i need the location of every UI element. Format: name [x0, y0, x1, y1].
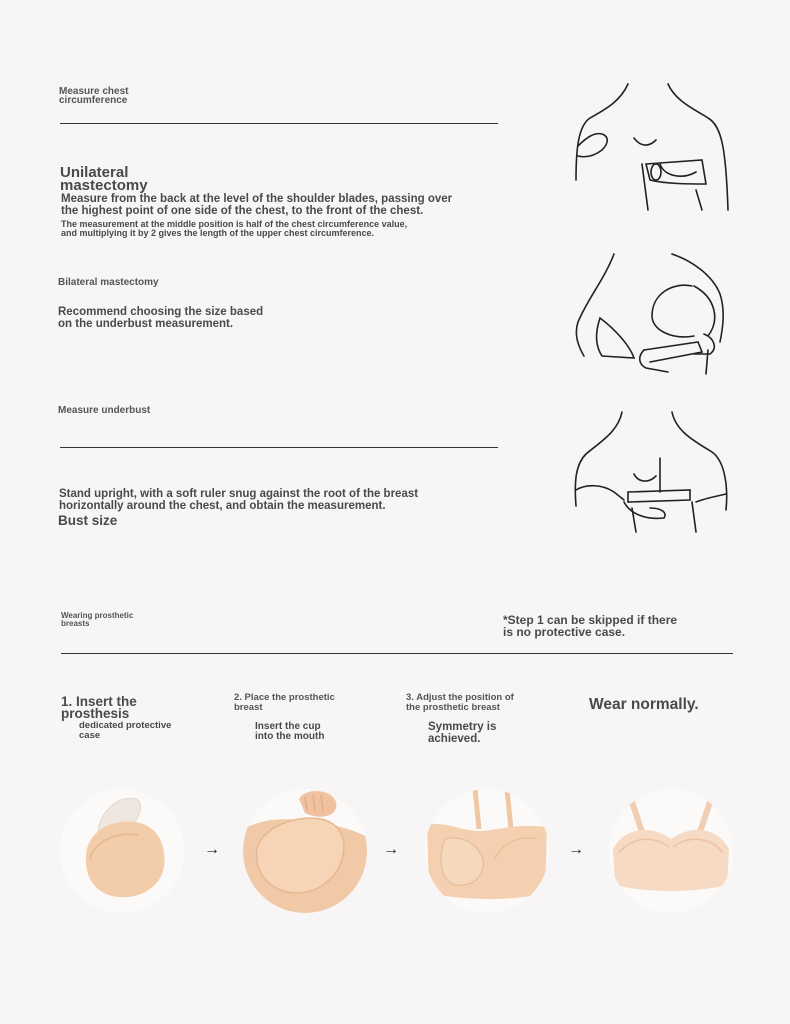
- step4-title: Wear normally.: [589, 696, 699, 713]
- step2-sub: Insert the cup into the mouth: [255, 721, 325, 742]
- bilateral-title: Bilateral mastectomy: [58, 277, 159, 288]
- arrow-icon: →: [204, 841, 220, 858]
- bilateral-illustration: [574, 250, 734, 376]
- underbust-heading: Measure underbust: [58, 405, 151, 416]
- unilateral-title: Unilateral mastectomy: [60, 164, 148, 194]
- step2-image: [243, 789, 367, 913]
- underbust-body: Stand upright, with a soft ruler snug against the root of the breast horizontally around the chest, and obtain the measurement.: [59, 488, 419, 513]
- bilateral-body: Recommend choosing the size based on the underbust measurement.: [58, 306, 264, 331]
- divider-wearing: [61, 653, 733, 654]
- step1-image: [60, 789, 184, 913]
- unilateral-body: Measure from the back at the level of the shoulder blades, passing over the highest point of one side of the chest, to the front of the chest.: [61, 193, 453, 218]
- step1-title: 1. Insert the prosthesis: [61, 694, 137, 722]
- divider-chest: [60, 123, 498, 124]
- step2-title: 2. Place the prosthetic breast: [234, 692, 335, 713]
- step4-image: [609, 789, 733, 913]
- step1-sub: dedicated protective case: [79, 720, 172, 741]
- arrow-icon: →: [383, 841, 399, 858]
- divider-underbust: [60, 447, 498, 448]
- chest-heading: Measure chest circumference: [59, 86, 129, 106]
- step3-image: [425, 789, 549, 913]
- chest-measure-illustration: [572, 80, 732, 212]
- arrow-icon: →: [568, 841, 584, 858]
- unilateral-note: The measurement at the middle position is half of the chest circumference value, and multiplying it by 2 gives the length of the upper chest circumference.: [61, 219, 408, 239]
- wearing-heading: Wearing prosthetic breasts: [61, 611, 134, 628]
- step3-title: 3. Adjust the position of the prosthetic breast: [406, 692, 514, 713]
- skip-note: *Step 1 can be skipped if there is no protective case.: [503, 613, 678, 639]
- step3-sub: Symmetry is achieved.: [428, 721, 497, 745]
- bust-size-label: Bust size: [58, 513, 118, 528]
- underbust-illustration: [572, 410, 732, 534]
